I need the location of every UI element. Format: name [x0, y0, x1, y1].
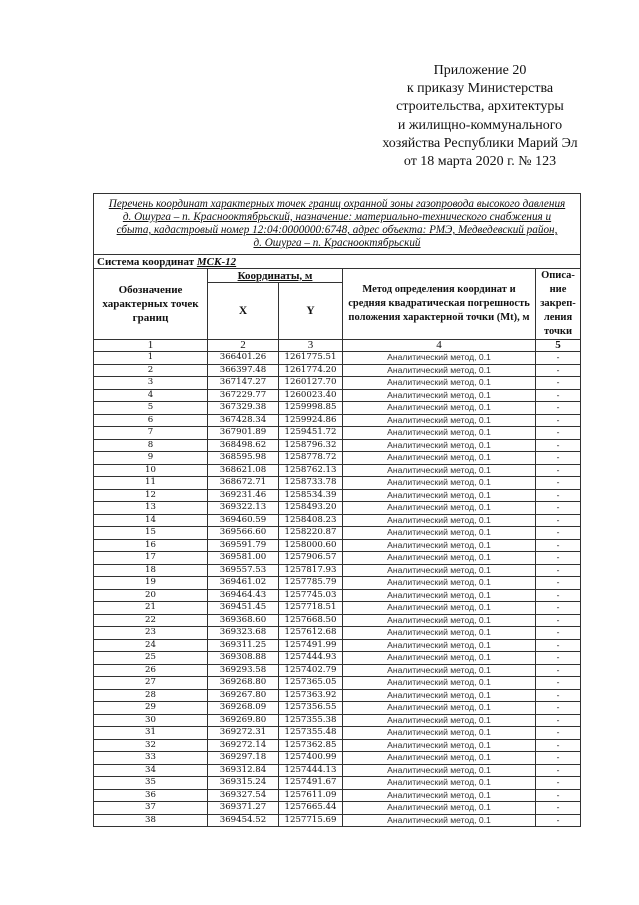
- table-row: [94, 452, 581, 465]
- table-row: [94, 727, 581, 740]
- table-row: [94, 564, 581, 577]
- table-row: [94, 402, 581, 415]
- table-row: [94, 364, 581, 377]
- coord-y: 1257365.05: [279, 677, 343, 690]
- coordinate-system-name: МСК-12: [196, 255, 237, 268]
- col-header-x: X: [208, 283, 279, 340]
- method: Аналитический метод, 0.1: [343, 689, 536, 702]
- fixation-description: -: [536, 714, 581, 727]
- fixation-description: -: [536, 702, 581, 715]
- appendix-header: [355, 62, 605, 171]
- header-line: хозяйства Республики Марий Эл: [382, 135, 578, 151]
- method: Аналитический метод, 0.1: [343, 614, 536, 627]
- method: Аналитический метод, 0.1: [343, 702, 536, 715]
- method: Аналитический метод, 0.1: [343, 502, 536, 515]
- point-number: 4: [94, 389, 208, 402]
- method: Аналитический метод, 0.1: [343, 714, 536, 727]
- method: Аналитический метод, 0.1: [343, 552, 536, 565]
- table-row: [94, 689, 581, 702]
- coord-x: 369308.88: [208, 652, 279, 665]
- coord-x: 369293.58: [208, 664, 279, 677]
- coord-x: 369557.53: [208, 564, 279, 577]
- coord-x: 367428.34: [208, 414, 279, 427]
- table-row: [94, 464, 581, 477]
- method: Аналитический метод, 0.1: [343, 464, 536, 477]
- coord-y: 1257363.92: [279, 689, 343, 702]
- table-row: [94, 614, 581, 627]
- method: Аналитический метод, 0.1: [343, 739, 536, 752]
- table-row: [94, 664, 581, 677]
- table-row: [94, 764, 581, 777]
- coord-x: 369461.02: [208, 577, 279, 590]
- coord-y: 1257612.68: [279, 627, 343, 640]
- coord-x: 369268.80: [208, 677, 279, 690]
- coord-y: 1257745.03: [279, 589, 343, 602]
- point-number: 19: [94, 577, 208, 590]
- coord-y: 1257491.67: [279, 777, 343, 790]
- coord-y: 1261774.20: [279, 364, 343, 377]
- column-number: 3: [279, 340, 343, 352]
- method: Аналитический метод, 0.1: [343, 789, 536, 802]
- coord-y: 1257444.13: [279, 764, 343, 777]
- method: Аналитический метод, 0.1: [343, 677, 536, 690]
- title-line: д. Ошурга – п. Краснооктябрьский, назначение: материально-технического снабжения и: [122, 210, 552, 223]
- coord-x: 367229.77: [208, 389, 279, 402]
- coord-y: 1260127.70: [279, 377, 343, 390]
- point-number: 30: [94, 714, 208, 727]
- coord-x: 368672.71: [208, 477, 279, 490]
- point-number: 2: [94, 364, 208, 377]
- coord-x: 369454.52: [208, 814, 279, 827]
- col-header-y: Y: [279, 283, 343, 340]
- table-row: [94, 377, 581, 390]
- coord-y: 1259924.86: [279, 414, 343, 427]
- coord-y: 1257785.79: [279, 577, 343, 590]
- fixation-description: -: [536, 427, 581, 440]
- fixation-description: -: [536, 439, 581, 452]
- column-number: 4: [343, 340, 536, 352]
- fixation-description: -: [536, 739, 581, 752]
- point-number: 24: [94, 639, 208, 652]
- point-number: 34: [94, 764, 208, 777]
- coord-x: 369322.13: [208, 502, 279, 515]
- point-number: 16: [94, 539, 208, 552]
- point-number: 11: [94, 477, 208, 490]
- coord-y: 1257362.85: [279, 739, 343, 752]
- fixation-description: -: [536, 402, 581, 415]
- point-number: 29: [94, 702, 208, 715]
- coord-x: 369272.14: [208, 739, 279, 752]
- coord-x: 369464.43: [208, 589, 279, 602]
- point-number: 20: [94, 589, 208, 602]
- table-row: [94, 352, 581, 365]
- table-row: [94, 652, 581, 665]
- coord-y: 1259451.72: [279, 427, 343, 440]
- point-number: 14: [94, 514, 208, 527]
- table-title: [94, 194, 581, 255]
- column-number: 1: [94, 340, 208, 352]
- coordinate-system-label: Система координат: [97, 255, 197, 268]
- coord-x: 369368.60: [208, 614, 279, 627]
- coord-x: 368621.08: [208, 464, 279, 477]
- table-row: [94, 777, 581, 790]
- fixation-description: -: [536, 677, 581, 690]
- coord-x: 366397.48: [208, 364, 279, 377]
- table-row: [94, 752, 581, 765]
- table-row: [94, 739, 581, 752]
- table-row: [94, 439, 581, 452]
- point-number: 12: [94, 489, 208, 502]
- table-row: [94, 552, 581, 565]
- table-row: [94, 602, 581, 615]
- column-number: 2: [208, 340, 279, 352]
- fixation-description: -: [536, 639, 581, 652]
- table-row: [94, 502, 581, 515]
- table-row: [94, 589, 581, 602]
- table-row: [94, 489, 581, 502]
- point-number: 5: [94, 402, 208, 415]
- coord-x: 369460.59: [208, 514, 279, 527]
- coord-y: 1258220.87: [279, 527, 343, 540]
- coord-x: 369297.18: [208, 752, 279, 765]
- fixation-description: -: [536, 727, 581, 740]
- header-line: от 18 марта 2020 г. № 123: [403, 154, 557, 170]
- point-number: 31: [94, 727, 208, 740]
- table-row: [94, 814, 581, 827]
- method: Аналитический метод, 0.1: [343, 352, 536, 365]
- fixation-description: -: [536, 752, 581, 765]
- fixation-description: -: [536, 814, 581, 827]
- fixation-description: -: [536, 552, 581, 565]
- coord-x: 369267.80: [208, 689, 279, 702]
- coord-x: 369566.60: [208, 527, 279, 540]
- method: Аналитический метод, 0.1: [343, 589, 536, 602]
- fixation-description: -: [536, 789, 581, 802]
- method: Аналитический метод, 0.1: [343, 539, 536, 552]
- fixation-description: -: [536, 764, 581, 777]
- point-number: 10: [94, 464, 208, 477]
- method: Аналитический метод, 0.1: [343, 527, 536, 540]
- method: Аналитический метод, 0.1: [343, 727, 536, 740]
- coord-y: 1257668.50: [279, 614, 343, 627]
- fixation-description: -: [536, 414, 581, 427]
- point-number: 13: [94, 502, 208, 515]
- table-row: [94, 802, 581, 815]
- fixation-description: -: [536, 452, 581, 465]
- coord-y: 1258408.23: [279, 514, 343, 527]
- coord-x: 367147.27: [208, 377, 279, 390]
- fixation-description: -: [536, 514, 581, 527]
- coord-y: 1257491.99: [279, 639, 343, 652]
- coord-x: 369371.27: [208, 802, 279, 815]
- coord-y: 1258762.13: [279, 464, 343, 477]
- coord-y: 1257715.69: [279, 814, 343, 827]
- coord-y: 1257402.79: [279, 664, 343, 677]
- coord-x: 369231.46: [208, 489, 279, 502]
- point-number: 35: [94, 777, 208, 790]
- method: Аналитический метод, 0.1: [343, 439, 536, 452]
- coordinates-table: [93, 193, 581, 827]
- fixation-description: -: [536, 577, 581, 590]
- coord-y: 1257665.44: [279, 802, 343, 815]
- fixation-description: -: [536, 689, 581, 702]
- method: Аналитический метод, 0.1: [343, 764, 536, 777]
- table-row: [94, 714, 581, 727]
- fixation-description: -: [536, 377, 581, 390]
- coord-y: 1257817.93: [279, 564, 343, 577]
- method: Аналитический метод, 0.1: [343, 664, 536, 677]
- coord-y: 1261775.51: [279, 352, 343, 365]
- table-row: [94, 639, 581, 652]
- fixation-description: -: [536, 652, 581, 665]
- coord-x: 369312.84: [208, 764, 279, 777]
- coord-y: 1257355.38: [279, 714, 343, 727]
- col-header-coordinates: Координаты, м: [208, 269, 343, 283]
- point-number: 28: [94, 689, 208, 702]
- method: Аналитический метод, 0.1: [343, 564, 536, 577]
- point-number: 8: [94, 439, 208, 452]
- method: Аналитический метод, 0.1: [343, 777, 536, 790]
- coord-y: 1258000.60: [279, 539, 343, 552]
- method: Аналитический метод, 0.1: [343, 802, 536, 815]
- table-row: [94, 627, 581, 640]
- coord-x: 368595.98: [208, 452, 279, 465]
- header-line: и жилищно-коммунального: [397, 117, 563, 133]
- method: Аналитический метод, 0.1: [343, 427, 536, 440]
- coord-y: 1257444.93: [279, 652, 343, 665]
- coord-x: 366401.26: [208, 352, 279, 365]
- coord-y: 1258534.39: [279, 489, 343, 502]
- table-row: [94, 577, 581, 590]
- coord-y: 1258796.32: [279, 439, 343, 452]
- fixation-description: -: [536, 364, 581, 377]
- method: Аналитический метод, 0.1: [343, 752, 536, 765]
- coord-y: 1259998.85: [279, 402, 343, 415]
- table-row: [94, 477, 581, 490]
- col-header-description: Описа-ние закреп-ления точки: [536, 269, 581, 340]
- method: Аналитический метод, 0.1: [343, 602, 536, 615]
- fixation-description: -: [536, 464, 581, 477]
- point-number: 22: [94, 614, 208, 627]
- point-number: 1: [94, 352, 208, 365]
- method: Аналитический метод, 0.1: [343, 414, 536, 427]
- point-number: 23: [94, 627, 208, 640]
- point-number: 18: [94, 564, 208, 577]
- col-header-method: Метод определения координат и средняя квадратическая погрешность положения характерной точки (Mt), м: [343, 269, 536, 340]
- point-number: 15: [94, 527, 208, 540]
- coord-y: 1257906.57: [279, 552, 343, 565]
- coord-y: 1257400.99: [279, 752, 343, 765]
- coord-x: 369269.80: [208, 714, 279, 727]
- header-line: Приложение 20: [433, 63, 527, 78]
- point-number: 37: [94, 802, 208, 815]
- coord-x: 369327.54: [208, 789, 279, 802]
- column-number: 5: [536, 340, 581, 352]
- method: Аналитический метод, 0.1: [343, 452, 536, 465]
- coord-y: 1257718.51: [279, 602, 343, 615]
- coordinate-system-row: [94, 255, 581, 269]
- fixation-description: -: [536, 627, 581, 640]
- point-number: 26: [94, 664, 208, 677]
- coord-y: 1258733.78: [279, 477, 343, 490]
- point-number: 21: [94, 602, 208, 615]
- coord-y: 1258778.72: [279, 452, 343, 465]
- coord-x: 369315.24: [208, 777, 279, 790]
- point-number: 33: [94, 752, 208, 765]
- fixation-description: -: [536, 527, 581, 540]
- method: Аналитический метод, 0.1: [343, 364, 536, 377]
- fixation-description: -: [536, 589, 581, 602]
- fixation-description: -: [536, 802, 581, 815]
- fixation-description: -: [536, 614, 581, 627]
- table-row: [94, 427, 581, 440]
- coord-x: 367901.89: [208, 427, 279, 440]
- point-number: 32: [94, 739, 208, 752]
- title-line: Перечень координат характерных точек границ охранной зоны газопровода высокого давления: [108, 197, 566, 210]
- method: Аналитический метод, 0.1: [343, 627, 536, 640]
- table-row: [94, 514, 581, 527]
- coord-x: 369311.25: [208, 639, 279, 652]
- coord-x: 369272.31: [208, 727, 279, 740]
- point-number: 3: [94, 377, 208, 390]
- coord-x: 369323.68: [208, 627, 279, 640]
- fixation-description: -: [536, 602, 581, 615]
- table-row: [94, 539, 581, 552]
- method: Аналитический метод, 0.1: [343, 377, 536, 390]
- fixation-description: -: [536, 352, 581, 365]
- coord-y: 1260023.40: [279, 389, 343, 402]
- fixation-description: -: [536, 539, 581, 552]
- fixation-description: -: [536, 664, 581, 677]
- method: Аналитический метод, 0.1: [343, 389, 536, 402]
- coord-x: 368498.62: [208, 439, 279, 452]
- coord-x: 369591.79: [208, 539, 279, 552]
- point-number: 38: [94, 814, 208, 827]
- table-row: [94, 414, 581, 427]
- coord-x: 369451.45: [208, 602, 279, 615]
- fixation-description: -: [536, 502, 581, 515]
- point-number: 36: [94, 789, 208, 802]
- method: Аналитический метод, 0.1: [343, 577, 536, 590]
- coord-y: 1258493.20: [279, 502, 343, 515]
- method: Аналитический метод, 0.1: [343, 489, 536, 502]
- point-number: 17: [94, 552, 208, 565]
- fixation-description: -: [536, 389, 581, 402]
- col-header-designation: Обозначение характерных точек границ: [94, 269, 208, 340]
- point-number: 9: [94, 452, 208, 465]
- method: Аналитический метод, 0.1: [343, 477, 536, 490]
- coord-y: 1257355.48: [279, 727, 343, 740]
- method: Аналитический метод, 0.1: [343, 652, 536, 665]
- method: Аналитический метод, 0.1: [343, 402, 536, 415]
- header-line: к приказу Министерства: [406, 81, 554, 97]
- fixation-description: -: [536, 477, 581, 490]
- header-line: строительства, архитектуры: [396, 99, 564, 115]
- point-number: 7: [94, 427, 208, 440]
- point-number: 25: [94, 652, 208, 665]
- coord-x: 369581.00: [208, 552, 279, 565]
- table-row: [94, 789, 581, 802]
- point-number: 6: [94, 414, 208, 427]
- coord-y: 1257356.55: [279, 702, 343, 715]
- title-line: сбыта, кадастровый номер 12:04:0000000:6748, адрес объекта: РМЭ, Медведевский район,: [116, 224, 558, 236]
- column-number-row: [94, 340, 581, 352]
- fixation-description: -: [536, 489, 581, 502]
- coord-x: 367329.38: [208, 402, 279, 415]
- coord-x: 369268.09: [208, 702, 279, 715]
- table-row: [94, 677, 581, 690]
- method: Аналитический метод, 0.1: [343, 639, 536, 652]
- fixation-description: -: [536, 777, 581, 790]
- table-row: [94, 389, 581, 402]
- table-row: [94, 702, 581, 715]
- table-row: [94, 527, 581, 540]
- coord-y: 1257611.09: [279, 789, 343, 802]
- point-number: 27: [94, 677, 208, 690]
- method: Аналитический метод, 0.1: [343, 814, 536, 827]
- method: Аналитический метод, 0.1: [343, 514, 536, 527]
- title-line: д. Ошурга – п. Краснооктябрьский: [253, 237, 421, 250]
- fixation-description: -: [536, 564, 581, 577]
